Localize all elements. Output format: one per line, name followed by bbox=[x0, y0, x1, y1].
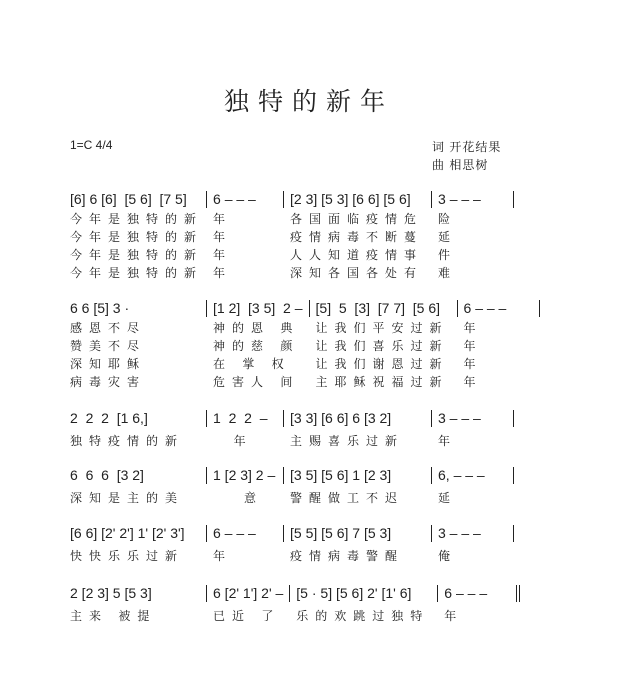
lyric-segment: 年 bbox=[213, 248, 233, 262]
lyric-segment: 神的恩 典 bbox=[213, 321, 300, 335]
measure: 6 – – – bbox=[207, 525, 284, 542]
lyric-segment: 警醒做工不迟 bbox=[290, 491, 405, 505]
score-line bbox=[70, 585, 520, 625]
lyric-segment: 疫情病毒警醒 bbox=[290, 549, 405, 563]
lyric-segment: 延 bbox=[438, 230, 458, 244]
lyric-segment: 年 bbox=[463, 339, 483, 353]
measure: [5] 5 [3] [7 7] [5 6] bbox=[310, 300, 458, 317]
lyricist: 词 开花结果 bbox=[432, 140, 502, 154]
lyric-segment: 人人知道疫情事 bbox=[290, 248, 424, 262]
measure: [6 6] [2' 2'] 1' [2' 3'] bbox=[70, 525, 207, 542]
lyric-segment: 神的慈 颜 bbox=[213, 339, 300, 353]
measure: 1 [2 3] 2 – bbox=[207, 467, 284, 484]
lyric-segment: 年 bbox=[438, 434, 458, 448]
lyric-segment: 让我们谢恩过新 bbox=[315, 357, 449, 371]
lyric-segment: 主耶稣祝福过新 bbox=[315, 375, 449, 389]
lyric-segment: 年 bbox=[213, 434, 253, 448]
lyric-segment: 年 bbox=[463, 375, 483, 389]
measure: 1 2 2 – bbox=[207, 410, 284, 427]
lyric-segment: 年 bbox=[213, 212, 233, 226]
measure: 2 2 2 [1 6,] bbox=[70, 410, 207, 427]
lyric-segment: 年 bbox=[213, 230, 233, 244]
lyric-segment: 深知各国各处有 bbox=[290, 266, 424, 280]
measure: [6] 6 [6] [5 6] [7 5] bbox=[70, 191, 207, 208]
measure: [1 2] [3 5] 2 – bbox=[207, 300, 310, 317]
song-title: 独特的新年 bbox=[223, 88, 394, 116]
lyric-segment: 今年是独特的新 bbox=[70, 230, 204, 244]
measure: 2 [2 3] 5 [5 3] bbox=[70, 585, 207, 602]
lyric-segment: 快快乐乐过新 bbox=[70, 549, 185, 563]
lyric-segment: 俺 bbox=[438, 549, 458, 563]
lyric-segment: 年 bbox=[444, 609, 464, 623]
measure: 6 [2' 1'] 2' – bbox=[207, 585, 290, 602]
lyric-segment: 主来 被提 bbox=[70, 609, 157, 623]
measure: 3 – – – bbox=[432, 410, 514, 427]
lyric-segment: 赞美不尽 bbox=[70, 339, 147, 353]
score-line bbox=[70, 410, 514, 450]
lyric-segment: 今年是独特的新 bbox=[70, 248, 204, 262]
measure: 6, – – – bbox=[432, 467, 514, 484]
lyric-segment: 各国面临疫情危 bbox=[290, 212, 424, 226]
lyric-segment: 疫情病毒不断蔓 bbox=[290, 230, 424, 244]
lyric-segment: 已近 了 bbox=[213, 609, 281, 623]
lyric-segment: 深知耶稣 bbox=[70, 357, 147, 371]
lyric-segment: 乐的欢跳过独特 bbox=[296, 609, 430, 623]
lyric-segment: 主赐喜乐过新 bbox=[290, 434, 405, 448]
lyric-segment: 年 bbox=[213, 549, 233, 563]
lyric-segment: 意 bbox=[213, 491, 264, 505]
lyric-segment: 件 bbox=[438, 248, 458, 262]
measure: 3 – – – bbox=[432, 191, 514, 208]
score-line bbox=[70, 467, 514, 507]
lyric-segment: 病毒灾害 bbox=[70, 375, 147, 389]
credits bbox=[432, 138, 501, 174]
measure: [3 3] [6 6] 6 [3 2] bbox=[284, 410, 432, 427]
lyric-segment: 难 bbox=[438, 266, 458, 280]
lyric-segment: 危害人 间 bbox=[213, 375, 300, 389]
lyric-segment: 独特疫情的新 bbox=[70, 434, 185, 448]
lyric-segment: 险 bbox=[438, 212, 458, 226]
measure: 6 – – – bbox=[458, 300, 540, 317]
lyric-segment: 今年是独特的新 bbox=[70, 212, 204, 226]
lyric-segment: 年 bbox=[463, 357, 483, 371]
lyric-segment: 今年是独特的新 bbox=[70, 266, 204, 280]
lyric-segment: 感恩不尽 bbox=[70, 321, 147, 335]
lyric-segment: 深知是主的美 bbox=[70, 491, 185, 505]
key-signature: 1=C 4/4 bbox=[70, 138, 113, 152]
composer: 曲 相思树 bbox=[432, 158, 489, 172]
score-line bbox=[70, 300, 540, 391]
measure: [5 5] [5 6] 7 [5 3] bbox=[284, 525, 432, 542]
measure: [5 · 5] [5 6] 2' [1' 6] bbox=[290, 585, 438, 602]
lyric-segment: 在 掌 权 bbox=[213, 357, 291, 371]
measure: 6 – – – bbox=[207, 191, 284, 208]
lyric-segment: 延 bbox=[438, 491, 458, 505]
lyric-segment: 年 bbox=[463, 321, 483, 335]
lyric-segment: 让我们平安过新 bbox=[315, 321, 449, 335]
measure: 3 – – – bbox=[432, 525, 514, 542]
score-line bbox=[70, 191, 514, 282]
measure: 6 6 [5] 3 · bbox=[70, 300, 207, 317]
measure: 6 – – – bbox=[438, 585, 520, 602]
score-line bbox=[70, 525, 514, 565]
lyric-segment: 让我们喜乐过新 bbox=[315, 339, 449, 353]
measure: [3 5] [5 6] 1 [2 3] bbox=[284, 467, 432, 484]
measure: 6 6 6 [3 2] bbox=[70, 467, 207, 484]
lyric-segment: 年 bbox=[213, 266, 233, 280]
measure: [2 3] [5 3] [6 6] [5 6] bbox=[284, 191, 432, 208]
